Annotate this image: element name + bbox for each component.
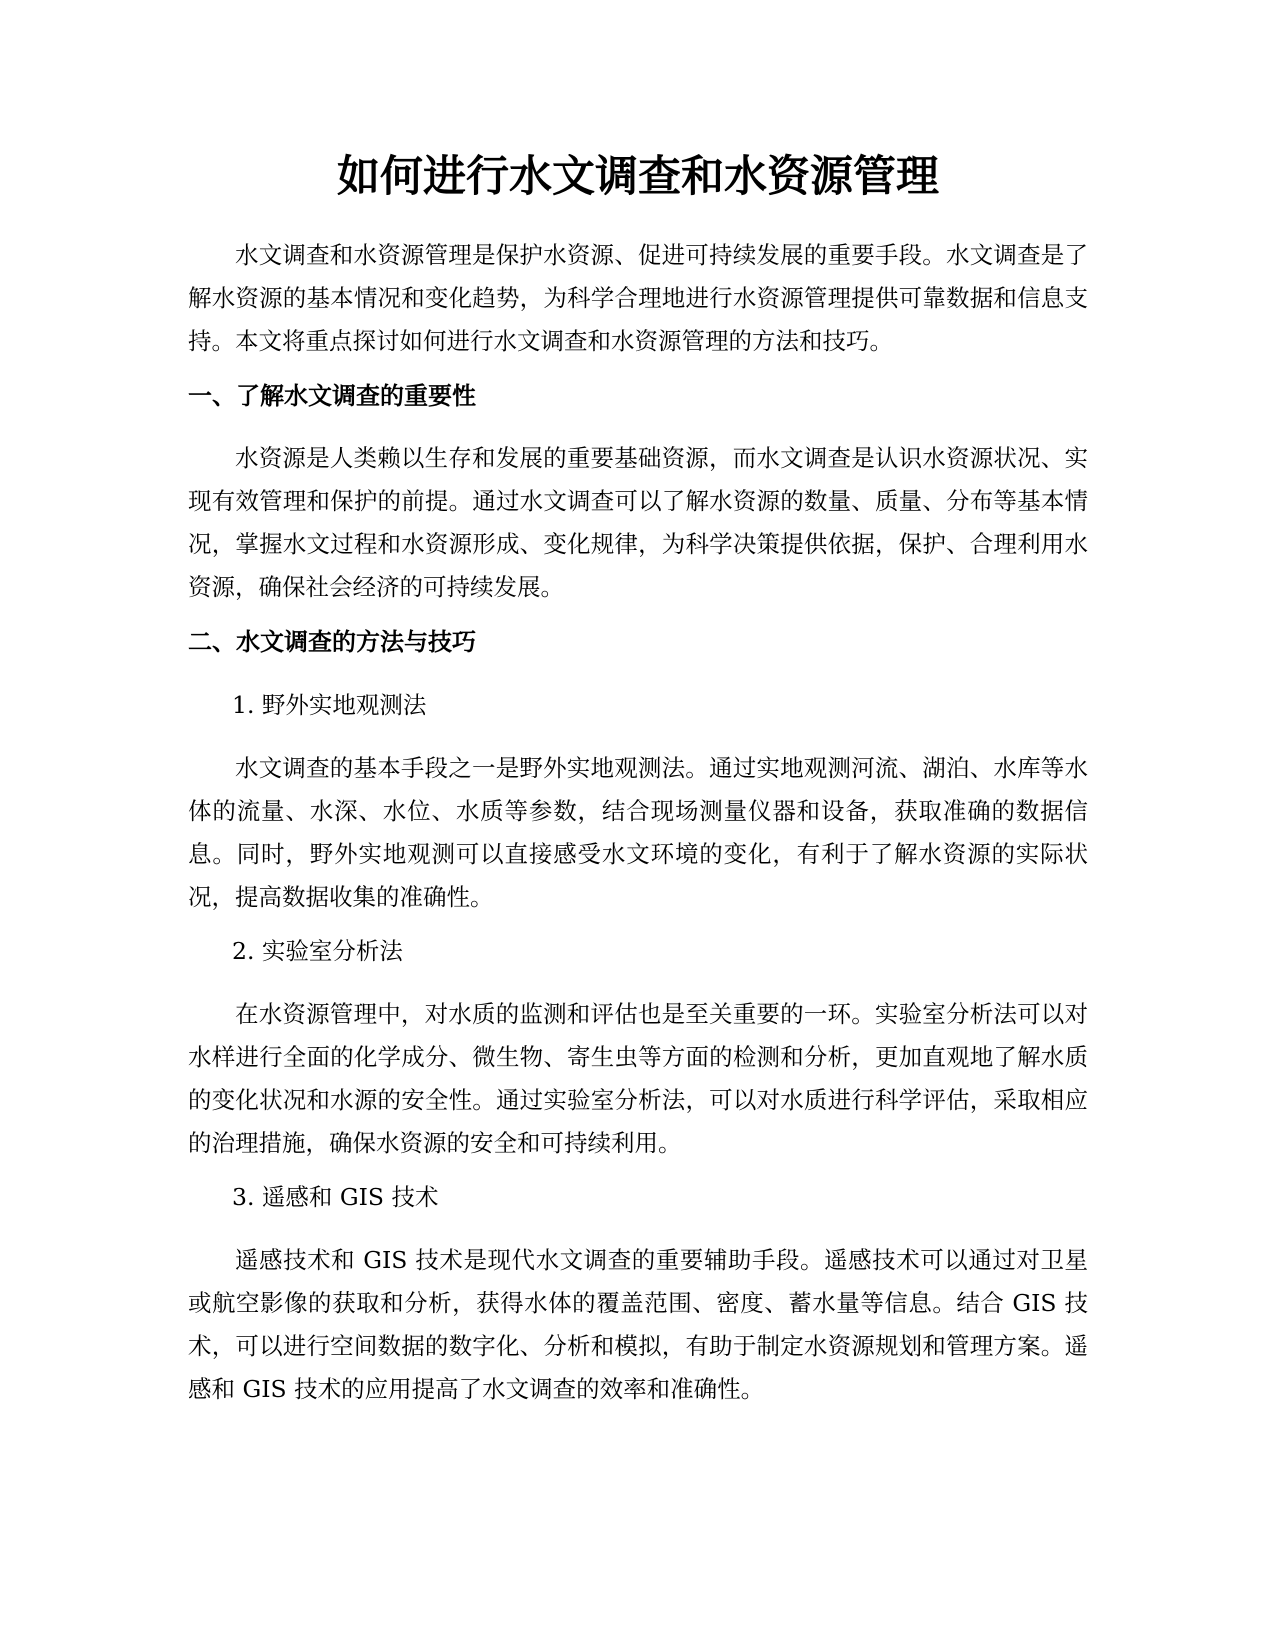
document-title: 如何进行水文调查和水资源管理: [337, 152, 939, 202]
method-3-paragraph: 遥感技术和 GIS 技术是现代水文调查的重要辅助手段。遥感技术可以通过对卫星或航空影像的获取和分析，获得水体的覆盖范围、密度、蓄水量等信息。结合 GIS 技术，可以进行空间数据的数字化、分析和模拟，有助于制定水资源规划和管理方案。遥感和 GIS 技术的应用提高了水文调查的效率和准确性。: [188, 1246, 1088, 1403]
method-3-label: 3. 遥感和 GIS 技术: [232, 1183, 439, 1211]
section-1-paragraph: 水资源是人类赖以生存和发展的重要基础资源，而水文调查是认识水资源状况、实现有效管理和保护的前提。通过水文调查可以了解水资源的数量、质量、分布等基本情况，掌握水文过程和水资源形成、变化规律，为科学决策提供依据，保护、合理利用水资源，确保社会经济的可持续发展。: [188, 444, 1088, 601]
intro-paragraph: 水文调查和水资源管理是保护水资源、促进可持续发展的重要手段。水文调查是了解水资源的基本情况和变化趋势，为科学合理地进行水资源管理提供可靠数据和信息支持。本文将重点探讨如何进行水文调查和水资源管理的方法和技巧。: [188, 241, 1088, 355]
method-1-label: 1. 野外实地观测法: [232, 691, 427, 719]
method-2-label: 2. 实验室分析法: [232, 937, 403, 965]
method-2-paragraph: 在水资源管理中，对水质的监测和评估也是至关重要的一环。实验室分析法可以对水样进行全面的化学成分、微生物、寄生虫等方面的检测和分析，更加直观地了解水质的变化状况和水源的安全性。通过实验室分析法，可以对水质进行科学评估，采取相应的治理措施，确保水资源的安全和可持续利用。: [188, 1000, 1088, 1157]
section-2-heading: 二、水文调查的方法与技巧: [188, 628, 476, 656]
method-1-paragraph: 水文调查的基本手段之一是野外实地观测法。通过实地观测河流、湖泊、水库等水体的流量、水深、水位、水质等参数，结合现场测量仪器和设备，获取准确的数据信息。同时，野外实地观测可以直接感受水文环境的变化，有利于了解水资源的实际状况，提高数据收集的准确性。: [188, 754, 1088, 911]
section-1-heading: 一、了解水文调查的重要性: [188, 382, 476, 410]
